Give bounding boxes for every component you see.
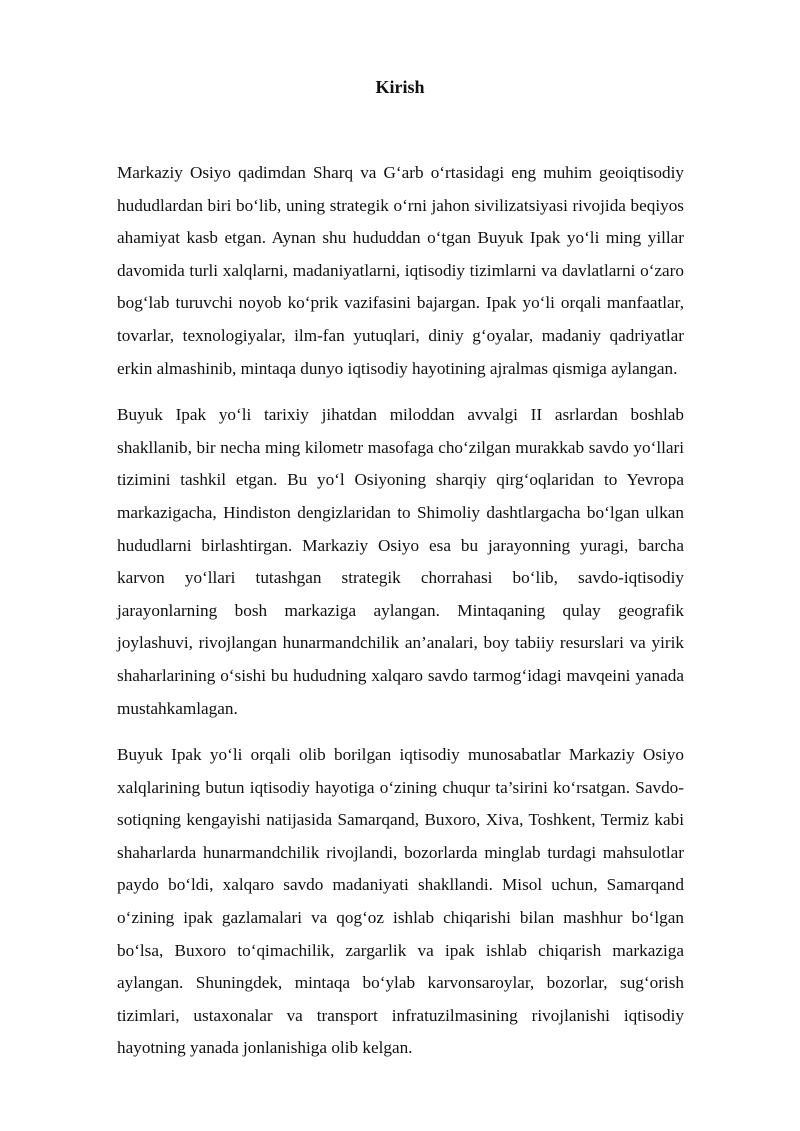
paragraph-1: Markaziy Osiyo qadimdan Sharq va G‘arb o‘rtasidagi eng muhim geoiqtisodiy hududlardan biri bo‘lib, uning strategik o‘rni jahon sivilizatsiyasi rivojida beqiyos ahamiyat kasb etgan. Aynan shu hududdan o‘tgan Buyuk Ipak yo‘li ming yillar davomida turli xalqlarni, madaniyatlarni, iqtisodiy tizimlarni va davlatlarni o‘zaro bog‘lab turuvchi noyob ko‘prik vazifasini bajargan. Ipak yo‘li orqali manfaatlar, tovarlar, texnologiyalar, ilm-fan yutuqlari, diniy g‘oyalar, madaniy qadriyatlar erkin almashinib, mintaqa dunyo iqtisodiy hayotining ajralmas qismiga aylangan.: [117, 163, 684, 378]
paragraph-2: Buyuk Ipak yo‘li tarixiy jihatdan miloddan avvalgi II asrlardan boshlab shakllanib, bir necha ming kilometr masofaga cho‘zilgan murakkab savdo yo‘llari tizimini tashkil etgan. Bu yo‘l Osiyoning sharqiy qirg‘oqlaridan to Yevropa markazigacha, Hindiston dengizlaridan to Shimoliy dashtlargacha bo‘lgan ulkan hududlarni birlashtirgan. Markaziy Osiyo esa bu jarayonning yuragi, barcha karvon yo‘llari tutashgan strategik chorrahasi bo‘lib, savdo-iqtisodiy jarayonlarning bosh markaziga aylangan. Mintaqaning qulay geografik joylashuvi, rivojlangan hunarmandchilik an’analari, boy tabiiy resurslari va yirik shaharlarining o‘sishi bu hududning xalqaro savdo tarmog‘idagi mavqeini yanada mustahkamlagan.: [117, 405, 684, 718]
body-text: [117, 157, 684, 1079]
paragraph-3: Buyuk Ipak yo‘li orqali olib borilgan iqtisodiy munosabatlar Markaziy Osiyo xalqlarining butun iqtisodiy hayotiga o‘zining chuqur ta’sirini ko‘rsatgan. Savdo-sotiqning kengayishi natijasida Samarqand, Buxoro, Xiva, Toshkent, Termiz kabi shaharlarda hunarmandchilik rivojlandi, bozorlarda minglab turdagi mahsulotlar paydo bo‘ldi, xalqaro savdo madaniyati shakllandi. Misol uchun, Samarqand o‘zining ipak gazlamalari va qog‘oz ishlab chiqarishi bilan mashhur bo‘lgan bo‘lsa, Buxoro to‘qimachilik, zargarlik va ipak ishlab chiqarish markaziga aylangan. Shuningdek, mintaqa bo‘ylab karvonsaroylar, bozorlar, sug‘orish tizimlari, ustaxonalar va transport infratuzilmasining rivojlanishi iqtisodiy hayotning yanada jonlanishiga olib kelgan.: [117, 745, 684, 1058]
page-title: Kirish: [375, 77, 425, 97]
